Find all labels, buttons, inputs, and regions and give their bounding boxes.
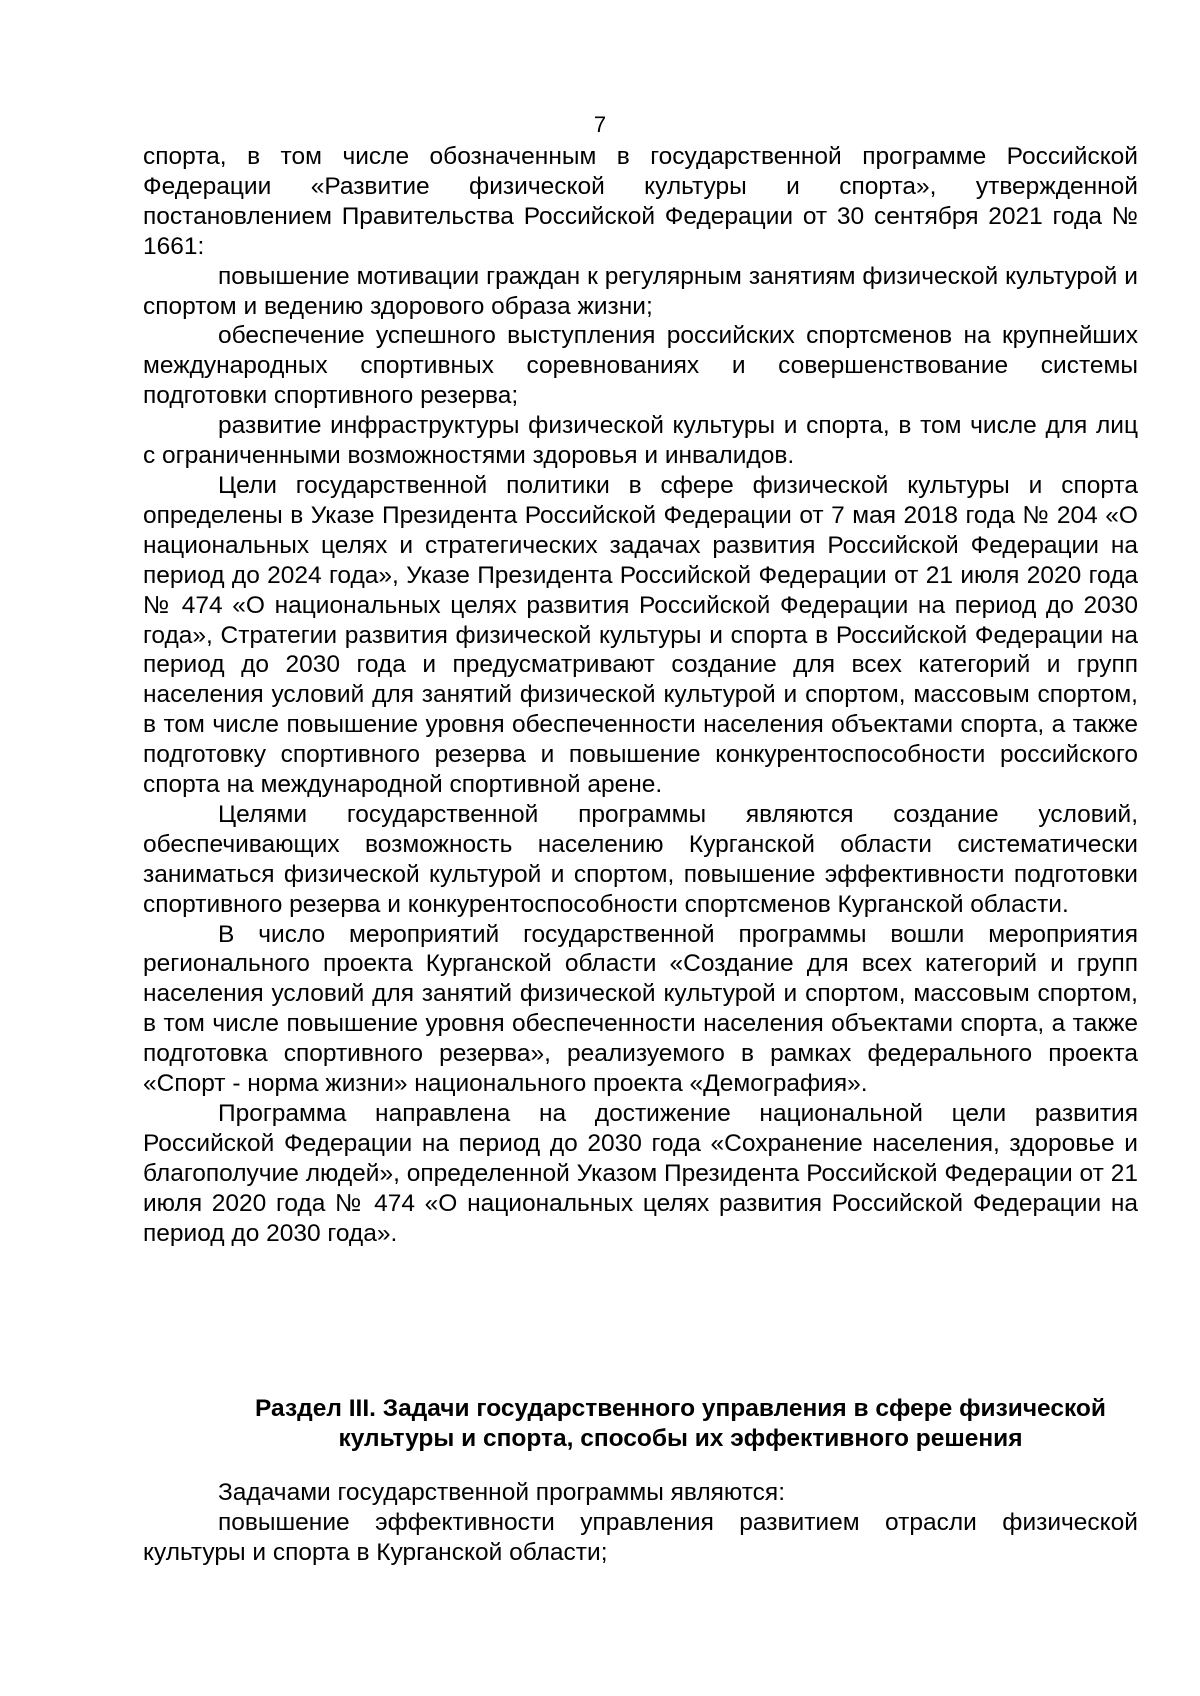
page-number: 7: [593, 112, 607, 137]
paragraph-bullet-athletes: обеспечение успешного выступления российских спортсменов на крупнейших международных спортивных соревнованиях и совершенствование системы подготовки спортивного резерва;: [143, 322, 1138, 410]
section-heading-line-2: культуры и спорта, способы их эффективного решения: [338, 1425, 1023, 1452]
tasks-block: [143, 1478, 1138, 1568]
paragraph-program-goals: Целями государственной программы являются создание условий, обеспечивающих возможность населению Курганской области систематически заниматься физической культурой и спортом, повышение эффективности подготовки спортивного резерва и конкурентоспособности спортсменов Курганской области.: [143, 800, 1138, 918]
paragraph-continuation: спорта, в том числе обозначенным в государственной программе Российской Федерации «Развитие физической культуры и спорта», утвержденной постановлением Правительства Российской Федерации от 30 сентября 2021 года № 1661:: [143, 143, 1138, 260]
section-heading-line-1: Раздел III. Задачи государственного управления в сфере физической: [255, 1395, 1106, 1422]
paragraph-policy-goals: Цели государственной политики в сфере физической культуры и спорта определены в Указе Президента Российской Федерации от 7 мая 2018 года № 204 «О национальных целях и стратегических задачах развития Российской Федерации на период до 2024 года», Указе Президента Российской Федерации от 21 июля 2020 года № 474 «О национальных целях развития Российской Федерации на период до 2030 года», Стратегии развития физической культуры и спорта в Российской Федерации на период до 2030 года и предусматривают создание для всех категорий и групп населения условий для занятий физической культурой и спортом, массовым спортом, в том числе повышение уровня обеспеченности населения объектами спорта, а также подготовку спортивного резерва и повышение конкурентоспособности российского спорта на международной спортивной арене.: [143, 471, 1138, 799]
paragraph-bullet-infrastructure: развитие инфраструктуры физической культуры и спорта, в том числе для лиц с ограниченными возможностями здоровья и инвалидов.: [143, 412, 1138, 470]
paragraph-program-activities: В число мероприятий государственной программы вошли мероприятия регионального проекта Курганской области «Создание для всех категорий и групп населения условий для занятий физической культурой и спортом, массовым спортом, в том числе повышение уровня обеспеченности населения объектами спорта, а также подготовка спортивного резерва», реализуемого в рамках федерального проекта «Спорт - норма жизни» национального проекта «Демография».: [143, 920, 1138, 1098]
section-heading: [143, 1394, 1138, 1454]
document-body: [143, 142, 1138, 1249]
task-item-management: повышение эффективности управления развитием отрасли физической культуры и спорта в Курганской области;: [143, 1508, 1138, 1566]
tasks-intro: Задачами государственной программы являются:: [218, 1479, 786, 1506]
paragraph-bullet-motivation: повышение мотивации граждан к регулярным занятиям физической культурой и спортом и ведению здорового образа жизни;: [143, 262, 1138, 320]
paragraph-national-goal: Программа направлена на достижение национальной цели развития Российской Федерации на период до 2030 года «Сохранение населения, здоровье и благополучие людей», определенной Указом Президента Российской Федерации от 21 июля 2020 года № 474 «О национальных целях развития Российской Федерации на период до 2030 года».: [143, 1100, 1138, 1247]
